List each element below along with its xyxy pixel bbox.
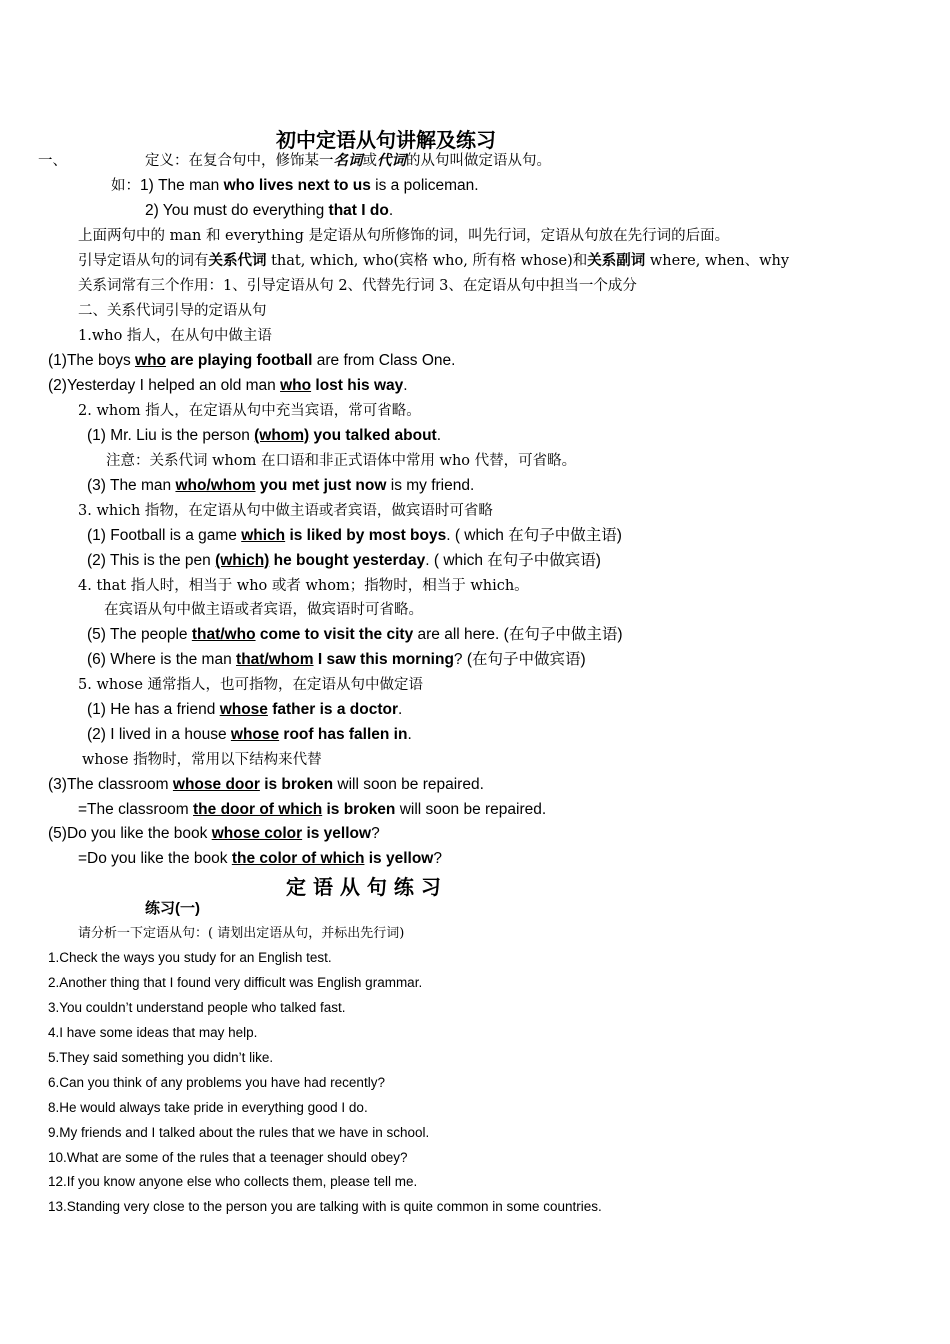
whose-example-5-c: ? bbox=[371, 825, 380, 842]
example-two-a: 2) You must do everything bbox=[145, 202, 329, 219]
which-heading: 3. which 指物，在定语从句中做主语或者宾语，做宾语时可省略 bbox=[78, 503, 493, 519]
antecedent-explanation: 上面两句中的 man 和 everything 是定语从句所修饰的词，叫先行词，定语从句放在先行词的后面。 bbox=[78, 228, 730, 244]
whose-example-1-relative: whose bbox=[219, 701, 268, 718]
whose-example-3-c: will soon be repaired. bbox=[333, 776, 484, 793]
whose-example-3-eq-relative: the door of which bbox=[193, 801, 323, 818]
whose-example-1-clause: father is a doctor bbox=[267, 701, 398, 718]
definition-pronoun: 代词 bbox=[377, 152, 406, 169]
whom-example-1 bbox=[87, 426, 441, 446]
definition-or: 或 bbox=[362, 153, 377, 169]
which-example-2-c: . ( which 在句子中做宾语) bbox=[425, 552, 601, 569]
example-prefix: 如： bbox=[111, 178, 140, 194]
whose-example-3-relative: whose door bbox=[172, 776, 260, 793]
whose-note: whose 指物时，常用以下结构来代替 bbox=[82, 752, 322, 768]
practice-item: 12.If you know anyone else who collects them, please tell me. bbox=[48, 1174, 418, 1189]
who-example-1-relative: who bbox=[135, 352, 167, 369]
whose-example-5-eq-clause: is yellow bbox=[364, 850, 434, 867]
whom-example-1-relative: (whom) bbox=[254, 427, 310, 444]
who-example-1 bbox=[48, 351, 455, 371]
that-example-6-c: ? (在句子中做宾语) bbox=[453, 651, 586, 668]
whose-example-5 bbox=[48, 824, 380, 844]
relative-words-a: 引导定语从句的词有 bbox=[78, 253, 209, 269]
whose-example-2-clause: roof has fallen in bbox=[279, 726, 408, 743]
section-one-number: 一、 bbox=[38, 153, 67, 169]
practice-item: 6.Can you think of any problems you have had recently? bbox=[48, 1075, 385, 1090]
practice-instruction: 请分析一下定语从句：( 请划出定语从句，并标出先行词) bbox=[78, 926, 405, 941]
definition-line bbox=[145, 151, 551, 171]
that-example-5-clause: come to visit the city bbox=[255, 626, 414, 643]
practice-item: 13.Standing very close to the person you are talking with is quite common in some countries. bbox=[48, 1199, 602, 1214]
relative-words-c: that, which, who(宾格 who, 所有格 whose)和 bbox=[266, 253, 588, 269]
whom-example-1-a: (1) Mr. Liu is the person bbox=[87, 427, 255, 444]
relative-pronoun-term: 关系代词 bbox=[208, 252, 267, 269]
whom-example-1-clause: you talked about bbox=[309, 427, 437, 444]
example-two-clause: that I do bbox=[328, 202, 389, 219]
who-example-1-a: (1)The boys bbox=[48, 352, 136, 369]
whom-note: 注意：关系代词 whom 在口语和非正式语体中常用 who 代替，可省略。 bbox=[106, 453, 577, 469]
whose-example-5-eq-relative: the color of which bbox=[231, 850, 365, 867]
example-one-c: is a policeman. bbox=[370, 177, 479, 194]
definition-noun: 名词 bbox=[333, 152, 363, 169]
whose-example-3 bbox=[48, 775, 484, 795]
who-example-2 bbox=[48, 376, 408, 396]
whose-example-1 bbox=[87, 700, 402, 720]
whose-example-3-eq-a: =The classroom bbox=[78, 801, 194, 818]
whose-heading: 5. whose 通常指人，也可指物，在定语从句中做定语 bbox=[78, 677, 424, 693]
who-example-1-clause: are playing football bbox=[166, 352, 313, 369]
whose-example-3-clause: is broken bbox=[259, 776, 334, 793]
example-two bbox=[145, 201, 393, 221]
that-example-5-c: are all here. (在句子中做主语) bbox=[413, 626, 623, 643]
whom-example-3-a: (3) The man bbox=[87, 477, 176, 494]
that-example-5-a: (5) The people bbox=[87, 626, 192, 643]
whose-example-2-relative: whose bbox=[230, 726, 280, 743]
relative-adverb-term: 关系副词 bbox=[587, 252, 646, 269]
that-example-6-relative: that/whom bbox=[236, 651, 314, 668]
practice-item: 2.Another thing that I found very difficult was English grammar. bbox=[48, 975, 423, 990]
whose-example-5-equivalent bbox=[78, 849, 442, 869]
practice-title: 定 语 从 句 练 习 bbox=[286, 875, 441, 899]
that-example-5-relative: that/who bbox=[191, 626, 256, 643]
relative-words-e: where, when、why bbox=[645, 253, 790, 269]
example-one bbox=[111, 176, 479, 196]
which-example-1-relative: which bbox=[241, 527, 286, 544]
whose-example-3-a: (3)The classroom bbox=[48, 776, 173, 793]
which-example-1 bbox=[87, 526, 622, 546]
whose-example-1-c: . bbox=[397, 701, 403, 718]
who-example-2-clause: lost his way bbox=[311, 377, 404, 394]
that-example-6-clause: I saw this morning bbox=[313, 651, 454, 668]
that-example-6 bbox=[87, 650, 586, 670]
whose-example-1-a: (1) He has a friend bbox=[87, 701, 220, 718]
definition-text-b: 的从句叫做定语从句。 bbox=[406, 153, 551, 169]
whose-example-2 bbox=[87, 725, 412, 745]
whose-example-5-clause: is yellow bbox=[302, 825, 372, 842]
whom-example-3-c: is my friend. bbox=[386, 477, 475, 494]
which-example-2-a: (2) This is the pen bbox=[87, 552, 216, 569]
example-one-clause: who lives next to us bbox=[223, 177, 371, 194]
whose-example-3-eq-clause: is broken bbox=[322, 801, 396, 818]
that-example-6-a: (6) Where is the man bbox=[87, 651, 237, 668]
who-heading: 1.who 指人，在从句中做主语 bbox=[78, 328, 272, 344]
which-example-1-a: (1) Football is a game bbox=[87, 527, 242, 544]
example-one-a: 1) The man bbox=[140, 177, 224, 194]
whose-example-3-eq-c: will soon be repaired. bbox=[395, 801, 547, 818]
whose-example-2-c: . bbox=[407, 726, 412, 743]
who-example-2-a: (2)Yesterday I helped an old man bbox=[48, 377, 281, 394]
whom-example-1-c: . bbox=[436, 427, 442, 444]
that-note: 在宾语从句中做主语或者宾语，做宾语时可省略。 bbox=[104, 602, 423, 618]
whose-example-5-eq-c: ? bbox=[433, 850, 442, 867]
relative-words-line bbox=[78, 251, 789, 271]
three-functions-line: 关系词常有三个作用：1、引导定语从句 2、代替先行词 3、在定语从句中担当一个成分 bbox=[78, 278, 637, 294]
whom-example-3-relative: who/whom bbox=[175, 477, 256, 494]
which-example-1-clause: is liked by most boys bbox=[285, 527, 447, 544]
practice-item: 10.What are some of the rules that a teenager should obey? bbox=[48, 1150, 408, 1165]
which-example-1-c: . ( which 在句子中做主语) bbox=[446, 527, 622, 544]
whose-example-5-a: (5)Do you like the book bbox=[48, 825, 212, 842]
whose-example-3-equivalent bbox=[78, 800, 546, 820]
practice-item: 8.He would always take pride in everything good I do. bbox=[48, 1100, 368, 1115]
which-example-2-clause: he bought yesterday bbox=[269, 552, 426, 569]
whose-example-2-a: (2) I lived in a house bbox=[87, 726, 231, 743]
practice-item: 3.You couldn’t understand people who talked fast. bbox=[48, 1000, 346, 1015]
that-heading: 4. that 指人时，相当于 who 或者 whom；指物时，相当于 which。 bbox=[78, 578, 529, 594]
that-example-5 bbox=[87, 625, 623, 645]
whom-heading: 2. whom 指人，在定语从句中充当宾语，常可省略。 bbox=[78, 403, 421, 419]
practice-item: 9.My friends and I talked about the rules that we have in school. bbox=[48, 1125, 430, 1140]
definition-text-a: 定义：在复合句中，修饰某一 bbox=[145, 153, 334, 169]
which-example-2 bbox=[87, 551, 601, 571]
whom-example-3-clause: you met just now bbox=[255, 477, 387, 494]
practice-item: 1.Check the ways you study for an English test. bbox=[48, 950, 332, 965]
who-example-2-relative: who bbox=[280, 377, 312, 394]
who-example-2-c: . bbox=[403, 377, 408, 394]
which-example-2-relative: (which) bbox=[215, 552, 270, 569]
page-title: 初中定语从句讲解及练习 bbox=[276, 128, 496, 152]
whose-example-5-relative: whose color bbox=[211, 825, 303, 842]
whom-example-3 bbox=[87, 476, 474, 496]
practice-item: 4.I have some ideas that may help. bbox=[48, 1025, 258, 1040]
whose-example-5-eq-a: =Do you like the book bbox=[78, 850, 232, 867]
practice-item: 5.They said something you didn’t like. bbox=[48, 1050, 274, 1065]
section-two-heading: 二、关系代词引导的定语从句 bbox=[78, 303, 267, 319]
example-two-c: . bbox=[388, 202, 394, 219]
who-example-1-c: are from Class One. bbox=[312, 352, 456, 369]
practice-subtitle: 练习(一) bbox=[145, 900, 200, 917]
